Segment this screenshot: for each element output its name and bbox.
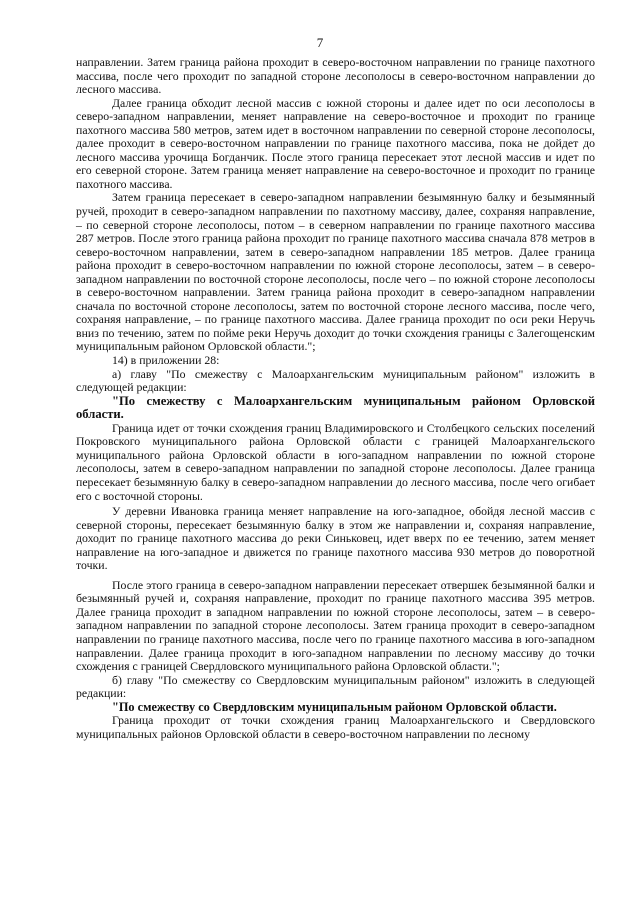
heading-sverdlovsk: "По смежеству со Свердловским муниципальным районом Орловской области. [112,699,557,714]
paragraph-ivanovka: У деревни Ивановка граница меняет направление на юго-западное, обойдя лесной массив с северной стороны, пересекает безымянную балку в этом же направлении и, сохраняя направление, доходит по границе пахотного массива до реки Синьковец, идет вверх по ее течению, затем меняет направление на юго-западное и движется по границе пахотного массива 930 метров до поворотной точки. [76,504,595,573]
document-body [76,56,595,741]
paragraph-item-b: б) главу "По смежеству со Свердловским муниципальным районом" изложить в следующей редакции: [76,672,595,701]
heading-maloarkhangelsk: "По смежеству с Малоархангельским муниципальным районом Орловской области. [76,393,595,422]
page-number: 7 [316,35,324,50]
paragraph-continuation: направлении. Затем граница района проходит в северо-восточном направлении по границе пахотного массива, после чего проходит по западной стороне лесополосы в северо-восточном направлении до лесного массива. [76,55,595,97]
paragraph-item-a: а) главу "По смежеству с Малоархангельским муниципальным районом" изложить в следующей редакции: [76,366,595,395]
paragraph-item-14: 14) в приложении 28: [112,353,220,368]
paragraph-ravine-crossing: Затем граница пересекает в северо-западном направлении безымянную балку и безымянный ручей, проходит в северо-западном направлении по пахотному массиву, далее, сохраняя направление, – по северной стороне лесополосы, потом – в северном направлении по границе пахотного массива 287 метров. После этого граница района проходит по границе пахотного массива сначала 878 метров в северо-восточном направлении, затем в северо-западном направлении 185 метров. Далее граница района проходит в северо-восточном направлении по южной стороне лесополосы, затем – в северо-западном направлении по восточной стороне лесополосы, после чего – по южной стороне лесополосы в северо-восточном направлении. Затем граница района проходит в северо-западном направлении сначала по восточной стороне лесополосы, затем по восточной стороне лесного массива, после чего, сохраняя направление, – по границе пахотного массива. Далее граница проходит по оси реки Неручь вниз по течению, затем по пойме реки Неручь доходит до точки схождения границы с Залегощенским муниципальным районом Орловской области."; [76,190,595,354]
paragraph-forest-bypass: Далее граница обходит лесной массив с южной стороны и далее идет по оси лесополосы в северо-западном направлении, меняет направление на северо-восточное и проходит по границе пахотного массива 580 метров, затем идет в восточном направлении по северной стороне лесополосы, далее проходит в северо-восточном направлении по границе пахотного массива, пока не дойдет до лесного массива урочища Богданчик. После этого граница пересекает этот лесной массив и идет по его северной стороне. Затем граница меняет направление на северо-восточное и проходит по границе пахотного массива. [76,95,595,191]
paragraph-sverdlovsk-boundary: Граница проходит от точки схождения границ Малоархангельского и Свердловского муниципальных районов Орловской области в северо-восточном направлении по лесному [76,713,595,741]
paragraph-boundary-start: Граница идет от точки схождения границ Владимировского и Столбецкого сельских поселений Покровского муниципального района Орловской области с границей Малоархангельского муниципального района Орловской области в юго-западном направлении по южной стороне лесополосы, затем в северо-западном направлении по западной стороне лесополосы. Далее граница пересекает безымянную балку в северо-западном направлении до лесного массива, после чего огибает его с восточной стороны. [76,420,595,503]
paragraph-after-ravine: После этого граница в северо-западном направлении пересекает отвершек безымянной балки и безымянный ручей и, сохраняя направление, проходит по границе пахотного массива 395 метров. Далее граница проходит в западном направлении по южной стороне лесополосы, затем – в северо-западном направлении по западной стороне лесополосы. Затем граница проходит в северо-западном направлении по границе пахотного массива, после чего по границе пахотного массива в юго-западном направлении. Далее граница проходит в юго-западном направлении по лесному массиву до точки схождения с границей Свердловского муниципального района Орловской области."; [76,577,595,674]
